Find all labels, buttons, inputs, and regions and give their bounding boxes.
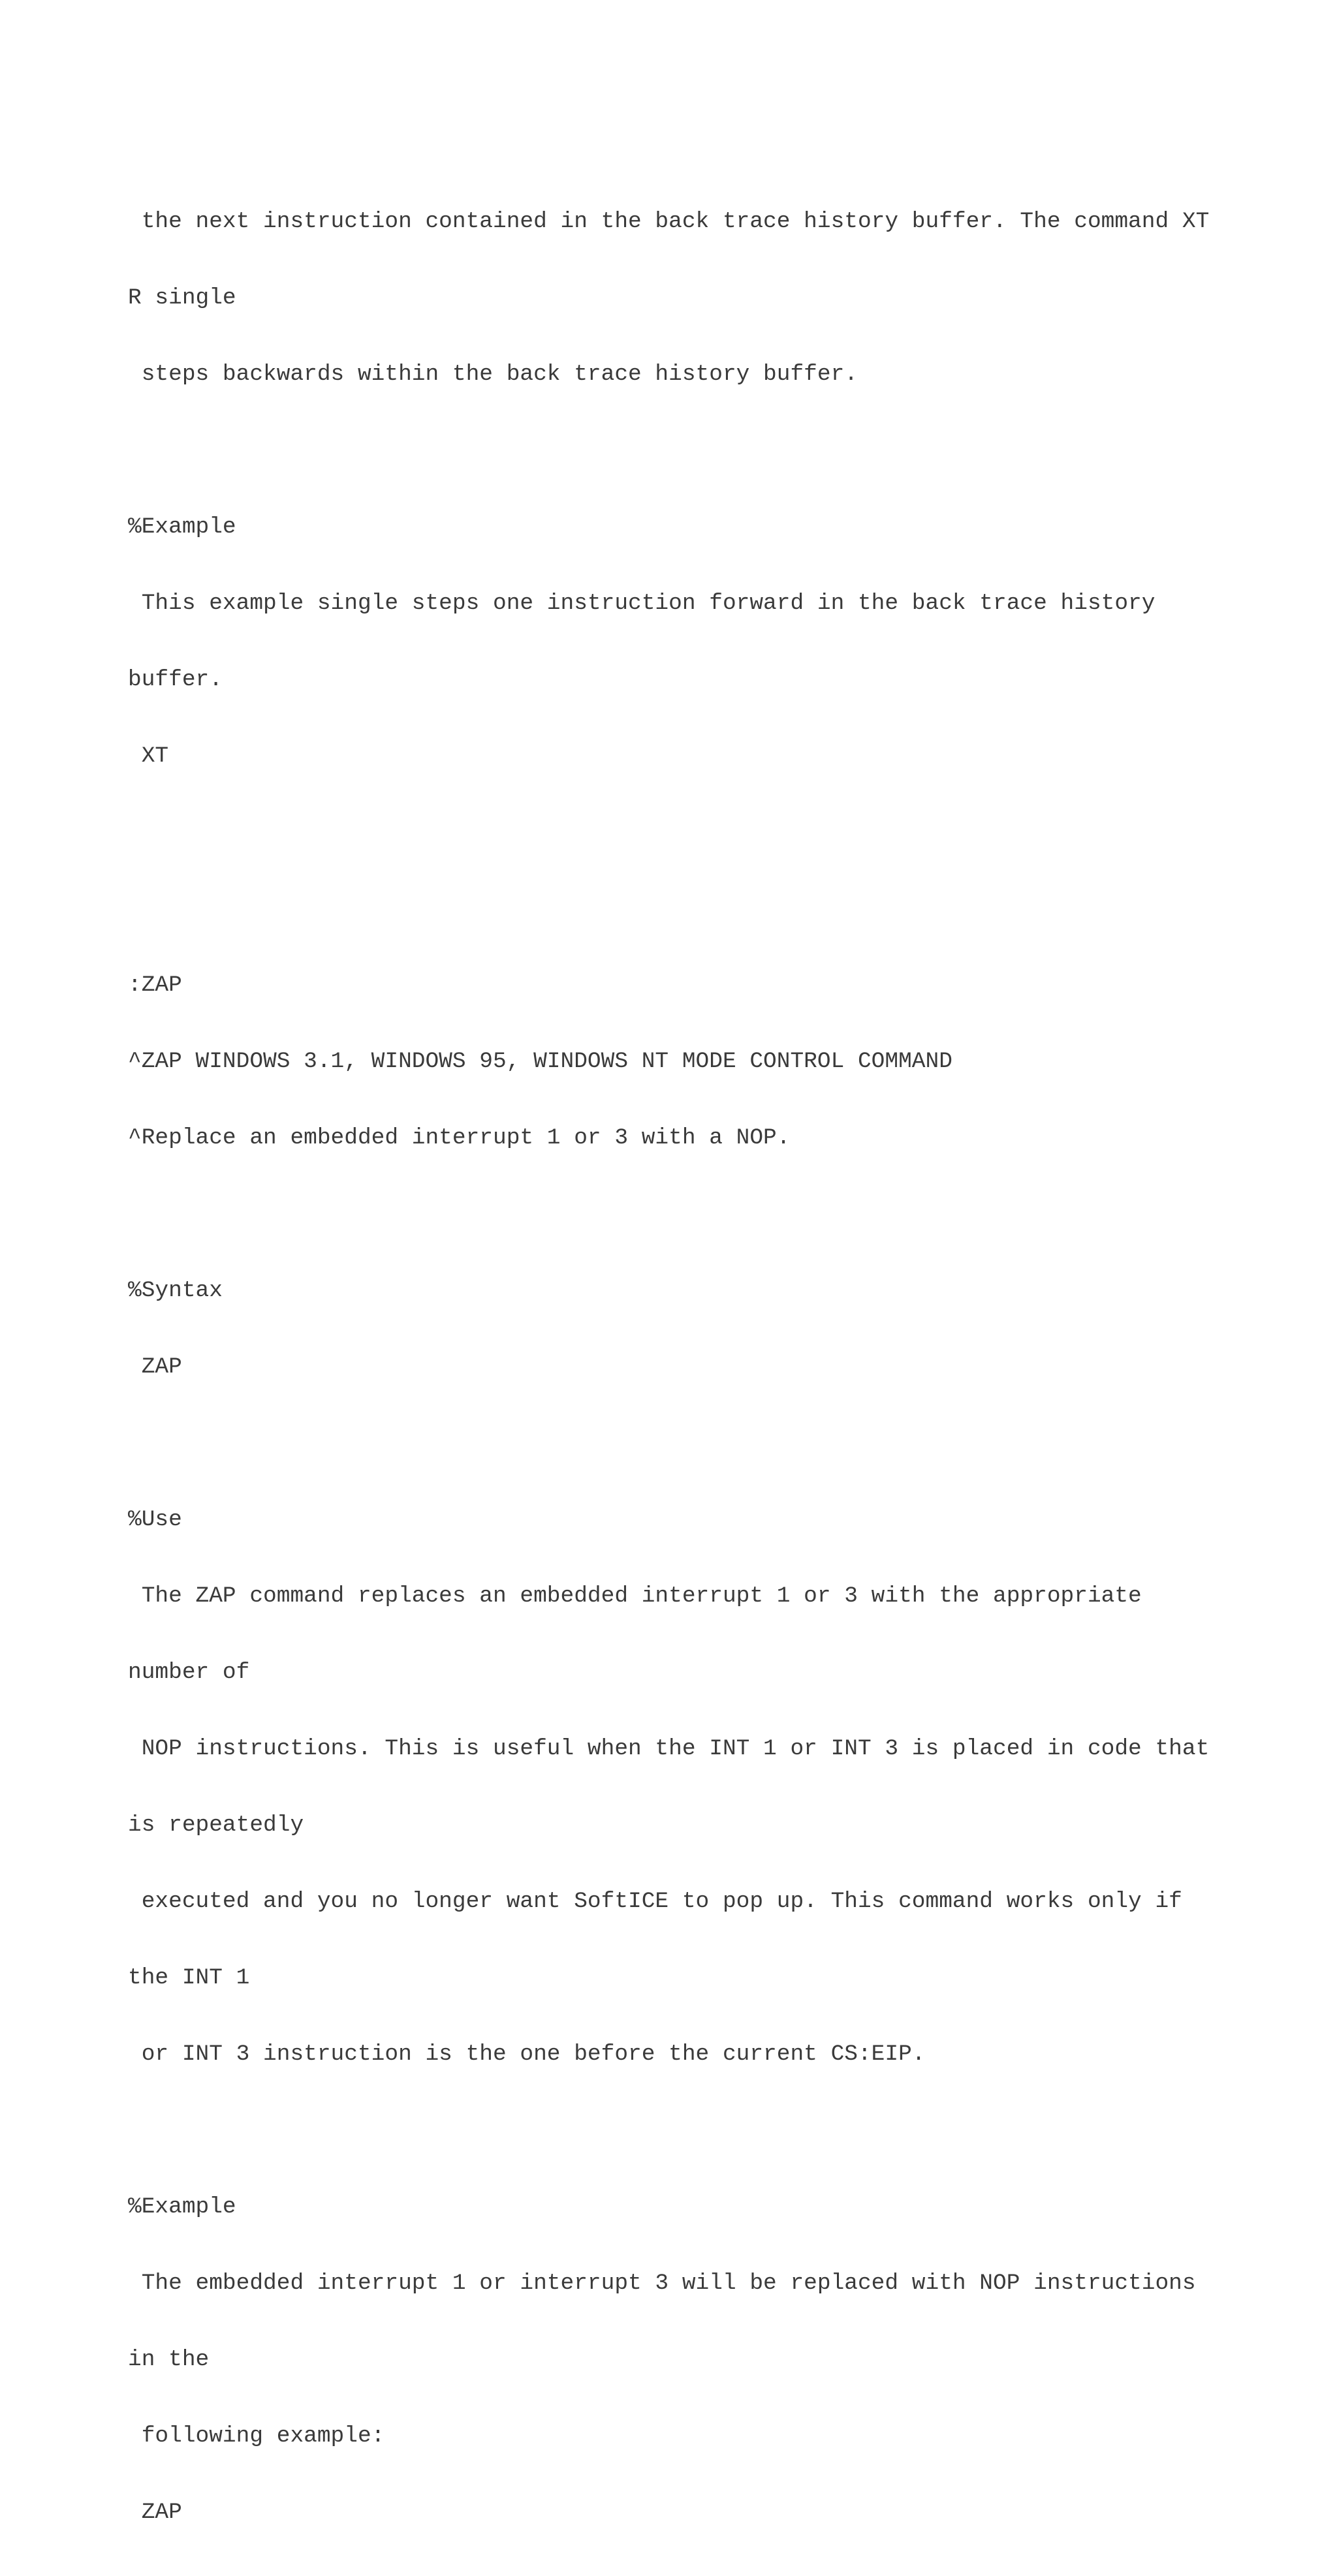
section-heading-use: %Use — [128, 1507, 182, 1532]
blank-line — [128, 1431, 1209, 1456]
text-line: the INT 1 — [128, 1965, 250, 1991]
text-line: executed and you no longer want SoftICE to pop up. This command works only if — [128, 1889, 1182, 1914]
text-line: R single — [128, 285, 236, 311]
text-line: The embedded interrupt 1 or interrupt 3 will be replaced with NOP instructions — [128, 2271, 1196, 2296]
text-line: buffer. — [128, 667, 223, 692]
command-mode-line: ^ZAP WINDOWS 3.1, WINDOWS 95, WINDOWS NT MODE CONTROL COMMAND — [128, 1049, 952, 1074]
text-line: the next instruction contained in the back trace history buffer. The command XT — [128, 209, 1210, 234]
text-line: is repeatedly — [128, 1812, 304, 1838]
section-heading-example: %Example — [128, 2194, 236, 2220]
blank-line — [128, 1202, 1209, 1227]
text-line: or INT 3 instruction is the one before the current CS:EIP. — [128, 2041, 926, 2067]
code-line: XT — [128, 743, 169, 769]
code-line: ZAP — [128, 1354, 182, 1380]
text-line: The ZAP command replaces an embedded interrupt 1 or 3 with the appropriate — [128, 1583, 1142, 1609]
blank-line — [128, 820, 1209, 845]
text-line: following example: — [128, 2423, 385, 2449]
command-summary: ^Replace an embedded interrupt 1 or 3 with a NOP. — [128, 1125, 791, 1151]
blank-line — [128, 896, 1209, 922]
text-line: NOP instructions. This is useful when the INT 1 or INT 3 is placed in code that — [128, 1736, 1210, 1761]
code-line: ZAP — [128, 2500, 182, 2525]
text-line: steps backwards within the back trace history buffer. — [128, 362, 858, 387]
section-heading-example: %Example — [128, 514, 236, 540]
blank-line — [128, 2118, 1209, 2143]
section-heading-syntax: %Syntax — [128, 1278, 223, 1303]
command-title: :ZAP — [128, 972, 182, 998]
text-line: This example single steps one instruction forward in the back trace history — [128, 591, 1156, 616]
text-line: number of — [128, 1660, 250, 1685]
text-line: in the — [128, 2347, 210, 2372]
document-text — [128, 158, 1209, 2576]
blank-line — [128, 438, 1209, 463]
